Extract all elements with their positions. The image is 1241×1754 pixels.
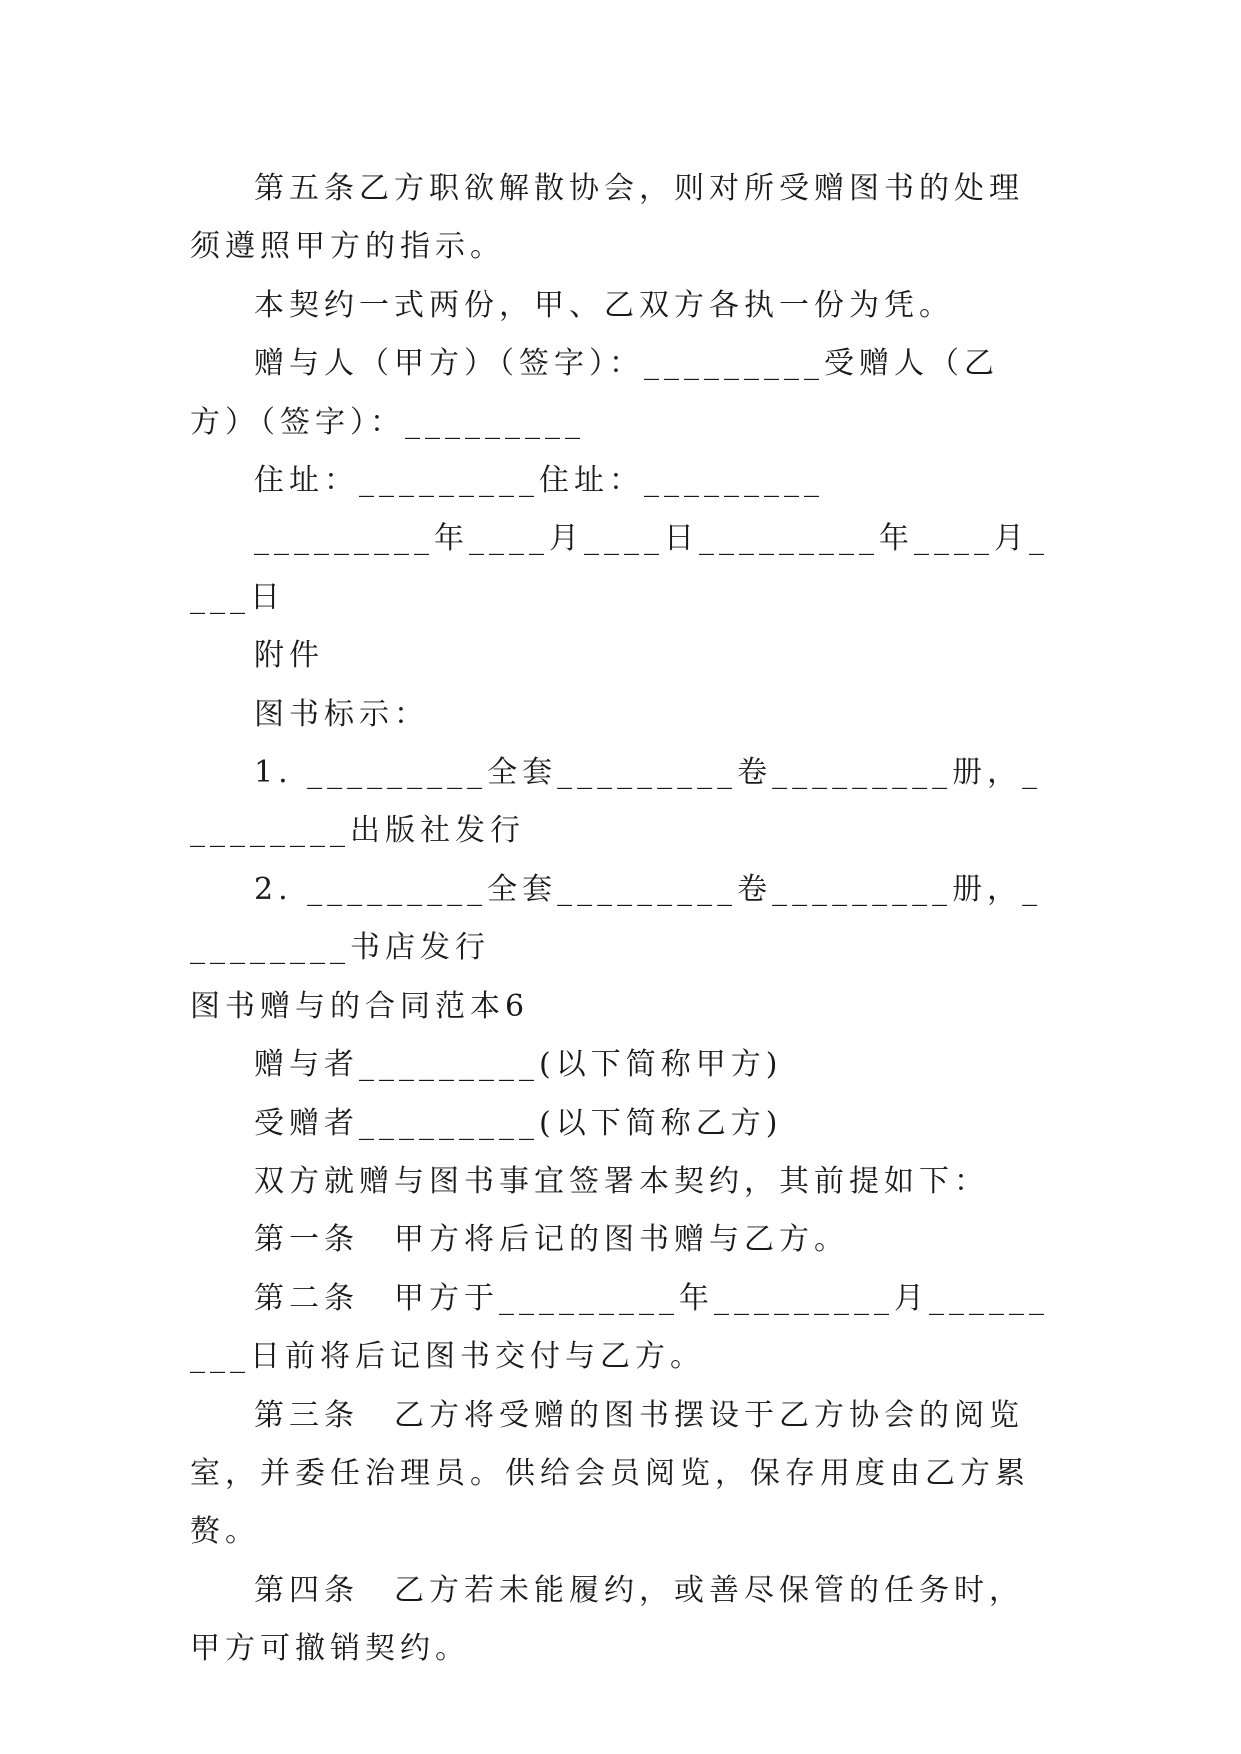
paragraph-article-4: 第四条 乙方若未能履约，或善尽保管的任务时，甲方可撤销契约。 [190, 1572, 1024, 1667]
paragraph-signatures: 赠与人（甲方）（签字）：_________受赠人（乙方）（签字）：_________ [190, 346, 999, 440]
paragraph-donor: 赠与者_________(以下简称甲方) [254, 1047, 783, 1083]
paragraph-article-5: 第五条乙方职欲解散协会，则对所受赠图书的处理须遵照甲方的指示。 [190, 171, 1024, 265]
paragraph-donee: 受赠者_________(以下简称乙方) [254, 1105, 783, 1141]
section-title: 图书赠与的合同范本6 [190, 988, 530, 1024]
paragraph-attachment: 附件 [254, 638, 324, 674]
paragraph-book-label: 图书标示： [254, 696, 429, 732]
paragraph-premise: 双方就赠与图书事宜签署本契约，其前提如下： [254, 1163, 989, 1199]
paragraph-copies: 本契约一式两份，甲、乙双方各执一份为凭。 [254, 287, 954, 323]
paragraph-article-1: 第一条 甲方将后记的图书赠与乙方。 [254, 1222, 849, 1258]
paragraph-article-2: 第二条 甲方于_________年_________月_________日前将后记图书交付与乙方。 [190, 1280, 1049, 1375]
document-body [190, 160, 1050, 1679]
paragraph-dates: _________年____月____日_________年____月____日 [190, 521, 1049, 615]
paragraph-article-3: 第三条 乙方将受赠的图书摆设于乙方协会的阅览室，并委任治理员。供给会员阅览，保存用度由乙方累赘。 [190, 1397, 1030, 1550]
paragraph-addresses: 住址：_________住址：_________ [254, 463, 824, 499]
paragraph-book-item-1: 1. _________全套_________卷_________册，_________出版社发行 [190, 755, 1043, 849]
paragraph-book-item-2: 2. _________全套_________卷_________册，_________书店发行 [190, 871, 1043, 966]
